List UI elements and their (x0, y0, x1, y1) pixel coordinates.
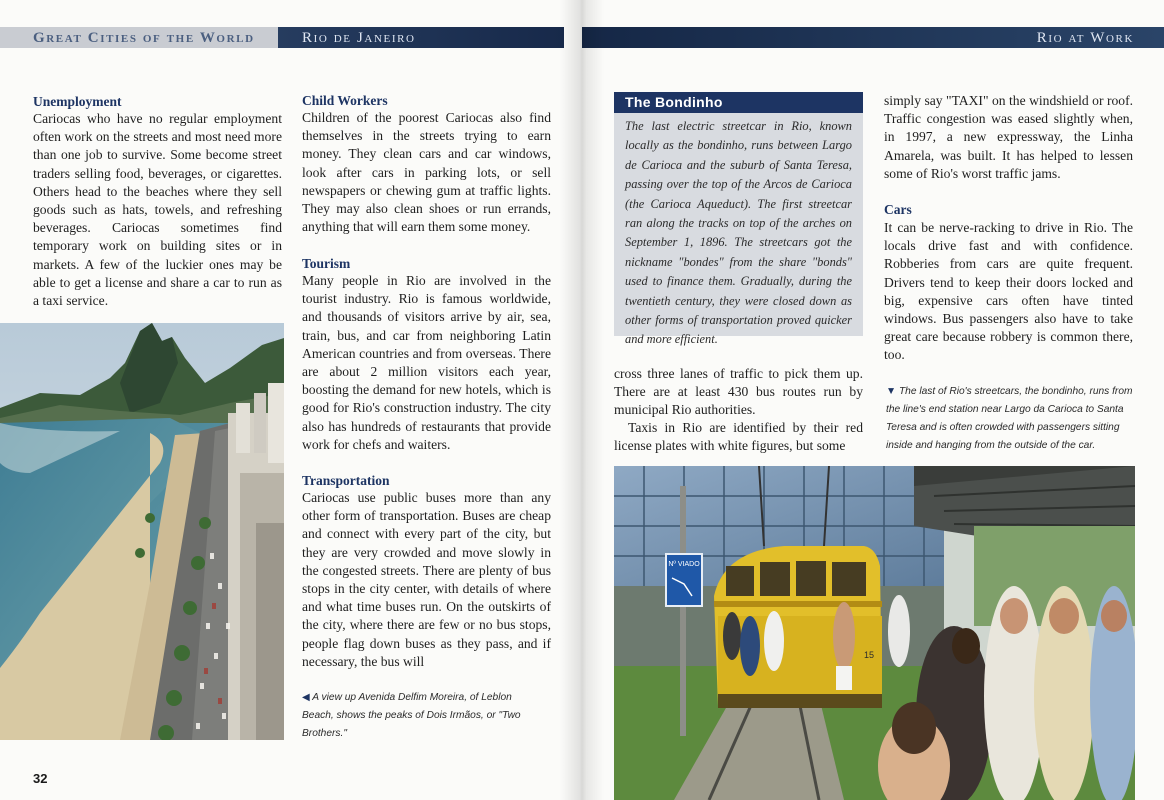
beach-photo-caption: ◀ A view up Avenida Delfim Moreira, of Leblon Beach, shows the peaks of Dois Irmãos, or "Two Brothers." (302, 692, 521, 739)
leblon-beach-photo (0, 323, 284, 740)
sidebar-title: The Bondinho (614, 92, 863, 113)
tram-photo-caption: ▼ The last of Rio's streetcars, the bondinho, runs from the line's end station near Largo da Carioca to Santa Teresa and is often crowded with passengers sitting inside and hanging from the outside of the car. (886, 386, 1133, 451)
bondinho-sidebar (614, 92, 863, 347)
child-workers-text: Children of the poorest Cariocas also find themselves in the streets trying to earn money. They clean cars and car windows, look after cars in parking lots, or sell newspapers or chewing gum at traffic lights. They may also clean shoes or run errands, anything that will earn them some money. (302, 110, 551, 235)
series-title: Great Cities of the World (33, 30, 255, 46)
transportation-text: Cariocas use public buses more than any other form of transportation. Buses are cheap and connect with every part of the city, but they are very crowded and move slowly in the congested streets. There are plenty of bus stops in the city center, with details of where and what time buses run. On the outskirts of the city, where there are few or no bus stops, people flag down buses as they pass, and if necessary, the bus will (302, 490, 551, 669)
taxis-text: Taxis in Rio are identified by their red license plates with white figures, but some (614, 420, 863, 454)
tourism-heading: Tourism (302, 256, 351, 271)
tram-number: 15 (864, 650, 875, 660)
chapter-title: Rio at Work (1036, 30, 1134, 46)
unemployment-heading: Unemployment (33, 94, 122, 109)
tram-stop-sign: Nº VIADO (668, 561, 700, 568)
triangle-down-icon: ▼ (886, 386, 897, 397)
transportation-heading: Transportation (302, 473, 390, 488)
cars-heading: Cars (884, 202, 912, 217)
transport-continued-text: cross three lanes of traffic to pick them up. There are at least 430 bus routes run by municipal Rio authorities. (614, 366, 863, 418)
triangle-left-icon: ◀ (302, 692, 310, 703)
child-workers-heading: Child Workers (302, 93, 388, 108)
tourism-text: Many people in Rio are involved in the tourist industry. Rio is famous worldwide, and thousands of visitors arrive by air, sea, train, bus, and car from neighboring Latin American countries and from overseas. There are about 2 million visitors each year, boosting the demand for new hotels, which is good for Rio's construction industry. The city also has hundreds of restaurants that provide work for chefs and waiters. (302, 273, 551, 452)
sidebar-text: The last electric streetcar in Rio, known locally as the bondinho, runs between Largo de Carioca and the suburb of Santa Teresa, passing over the top of the Arcos de Carioca (the Carioca Aqueduct). The first streetcar ran along the tracks on top of the arches on September 1, 1896. The streetcars got the nickname "bondes" from the share "bonds" used to finance them. Gradually, during the twentieth century, they were closed down as other forms of transportation proved quicker and more efficient. (625, 119, 852, 347)
bondinho-photo (614, 466, 1135, 800)
taxi-continued-text: simply say "TAXI" on the windshield or roof. Traffic congestion was eased slightly when, in 1997, a new expressway, the Linha Amarela, was built. It has helped to lessen some of Rio's worst traffic jams. (884, 93, 1133, 181)
unemployment-text: Cariocas who have no regular employment often work on the streets and most need more than one job to survive. Some become street traders selling food, beverages, or cigarettes. Others head to the beaches where they sell goods such as hats, towels, and refreshing beverages. Cariocas sometimes find temporary work on building sites or in markets. A few of the luckier ones may be able to get a license and share a car to run as a taxi service. (33, 111, 282, 309)
cars-text: It can be nerve-racking to drive in Rio. The locals drive fast and with confidence. Robberies from cars are quite frequent. Drivers tend to keep their doors locked and big, expensive cars often have tinted windows. Bus passengers also have to take great care because robbery is common there, too. (884, 220, 1133, 363)
city-title: Rio de Janeiro (302, 30, 416, 46)
page-number: 32 (33, 771, 48, 786)
